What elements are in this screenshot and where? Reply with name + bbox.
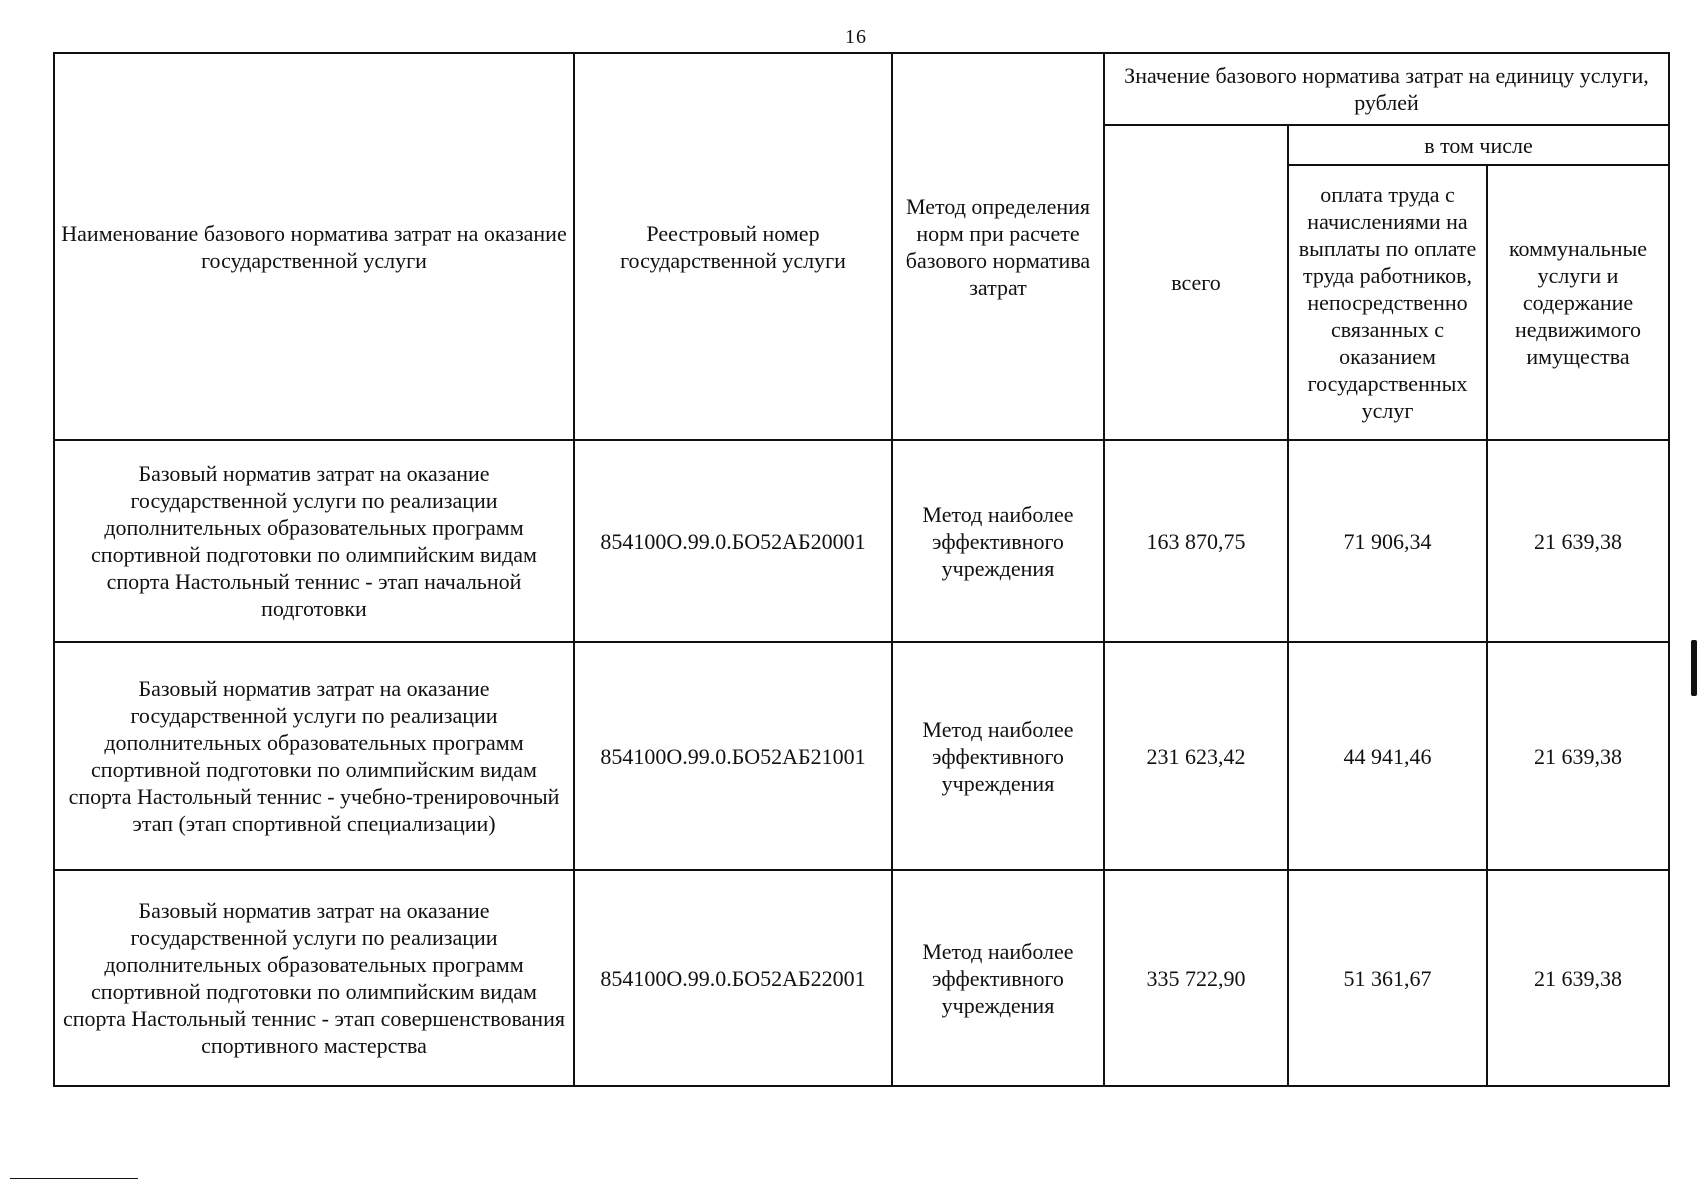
labor-cell: 44 941,46 [1288,642,1487,870]
total-cell: 335 722,90 [1104,870,1288,1086]
header-utilities: коммунальные услуги и содержание недвижимого имущества [1487,165,1669,440]
labor-cell: 51 361,67 [1288,870,1487,1086]
header-value-group: Значение базового норматива затрат на единицу услуги, рублей [1104,53,1669,125]
registry-number-cell: 854100О.99.0.БО52АБ21001 [574,642,892,870]
total-cell: 231 623,42 [1104,642,1288,870]
scan-binding-mark [1691,640,1697,696]
header-name: Наименование базового норматива затрат на оказание государственной услуги [54,53,574,440]
table-row [54,440,1669,642]
table-row [54,642,1669,870]
norm-name-cell: Базовый норматив затрат на оказание государственной услуги по реализации дополнительных образовательных программ спортивной подготовки по олимпийским видам спорта Настольный теннис - этап совершенствования спортивного мастерства [54,870,574,1086]
norm-name-cell: Базовый норматив затрат на оказание государственной услуги по реализации дополнительных образовательных программ спортивной подготовки по олимпийским видам спорта Настольный теннис - этап начальной подготовки [54,440,574,642]
header-total: всего [1104,125,1288,440]
utilities-cell: 21 639,38 [1487,440,1669,642]
header-including: в том числе [1288,125,1669,165]
utilities-cell: 21 639,38 [1487,642,1669,870]
footnote-separator [10,1178,138,1179]
utilities-cell: 21 639,38 [1487,870,1669,1086]
registry-number-cell: 854100О.99.0.БО52АБ20001 [574,440,892,642]
header-method: Метод определения норм при расчете базового норматива затрат [892,53,1104,440]
header-registry-number: Реестровый номер государственной услуги [574,53,892,440]
registry-number-cell: 854100О.99.0.БО52АБ22001 [574,870,892,1086]
page-number: 16 [845,26,867,48]
cost-norms-table [53,52,1670,1087]
header-labor: оплата труда с начислениями на выплаты по оплате труда работников, непосредственно связанных с оказанием государственных услуг [1288,165,1487,440]
method-cell: Метод наиболее эффективного учреждения [892,870,1104,1086]
header-row-top [54,53,1669,125]
method-cell: Метод наиболее эффективного учреждения [892,440,1104,642]
total-cell: 163 870,75 [1104,440,1288,642]
method-cell: Метод наиболее эффективного учреждения [892,642,1104,870]
norm-name-cell: Базовый норматив затрат на оказание государственной услуги по реализации дополнительных образовательных программ спортивной подготовки по олимпийским видам спорта Настольный теннис - учебно-тренировочный этап (этап спортивной специализации) [54,642,574,870]
table-row [54,870,1669,1086]
labor-cell: 71 906,34 [1288,440,1487,642]
